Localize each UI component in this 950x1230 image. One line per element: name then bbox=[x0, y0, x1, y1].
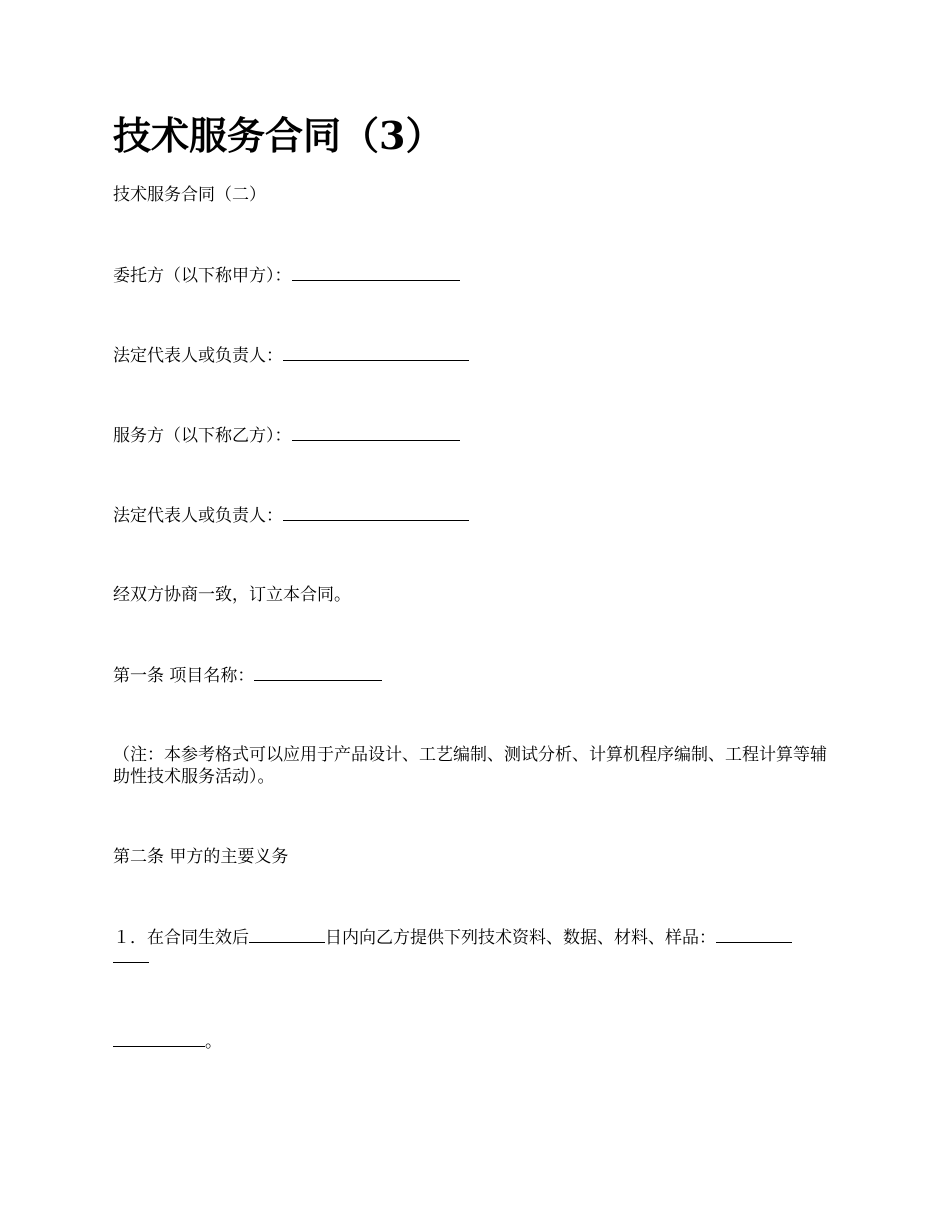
materials-blank-continued bbox=[113, 948, 149, 963]
item1-line bbox=[113, 926, 792, 949]
document-title: 技术服务合同（3） bbox=[113, 113, 444, 158]
party-b-rep-line bbox=[113, 504, 469, 527]
article1-line bbox=[113, 664, 382, 687]
note-paragraph: （注：本参考格式可以应用于产品设计、工艺编制、测试分析、计算机程序编制、工程计算等辅助性技术服务活动）。 bbox=[113, 745, 827, 787]
agreement-text: 经双方协商一致，订立本合同。 bbox=[113, 585, 351, 605]
party-b-line bbox=[113, 424, 460, 447]
party-b-label: 服务方（以下称乙方）： bbox=[113, 426, 292, 446]
party-a-blank bbox=[292, 264, 460, 281]
party-a-line bbox=[113, 264, 460, 287]
article2-heading: 第二条 甲方的主要义务 bbox=[113, 847, 289, 867]
article1-label: 第一条 项目名称： bbox=[113, 666, 255, 686]
materials-blank-wrap bbox=[113, 948, 149, 963]
party-a-rep-line bbox=[113, 344, 469, 367]
party-a-label: 委托方（以下称甲方）： bbox=[113, 266, 292, 286]
materials-blank-line2 bbox=[113, 1030, 205, 1047]
party-a-rep-blank bbox=[283, 344, 469, 361]
document-subtitle: 技术服务合同（二） bbox=[113, 185, 266, 205]
item1-prefix: １．在合同生效后 bbox=[113, 928, 249, 948]
project-name-blank bbox=[254, 664, 382, 681]
materials-blank bbox=[716, 926, 792, 943]
party-a-rep-label: 法定代表人或负责人： bbox=[113, 346, 283, 366]
party-b-rep-blank bbox=[283, 504, 469, 521]
party-b-rep-label: 法定代表人或负责人： bbox=[113, 506, 283, 526]
item1-continuation bbox=[113, 1030, 222, 1053]
item1-middle: 日内向乙方提供下列技术资料、数据、材料、样品： bbox=[325, 928, 716, 948]
item1-suffix: 。 bbox=[205, 1032, 222, 1052]
days-blank bbox=[249, 926, 325, 943]
party-b-blank bbox=[292, 424, 460, 441]
